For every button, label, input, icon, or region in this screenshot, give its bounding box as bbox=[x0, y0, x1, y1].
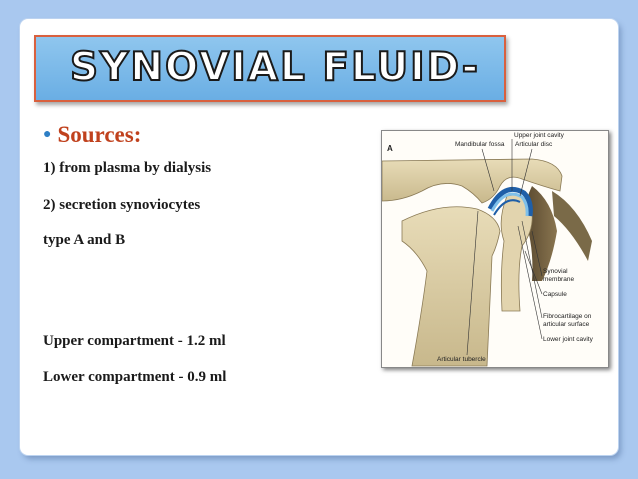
label-mandibular-fossa: Mandibular fossa bbox=[455, 141, 505, 148]
label-membrane: membrane bbox=[543, 276, 575, 283]
label-articular-disc: Articular disc bbox=[515, 141, 553, 148]
label-articular-surface: articular surface bbox=[543, 321, 590, 328]
label-synovial: Synovial bbox=[543, 268, 568, 275]
source-line-2: 2) secretion synoviocytes bbox=[43, 197, 201, 213]
label-lower-joint-cavity: Lower joint cavity bbox=[543, 336, 593, 343]
upper-compartment-volume: Upper compartment - 1.2 ml bbox=[43, 333, 226, 349]
panel-letter: A bbox=[387, 144, 393, 153]
label-fibrocartilage: Fibrocartilage on bbox=[543, 313, 592, 320]
sources-heading: Sources: bbox=[57, 122, 142, 147]
source-line-3: type A and B bbox=[43, 232, 126, 248]
tmj-illustration bbox=[382, 131, 608, 367]
label-capsule: Capsule bbox=[543, 291, 567, 298]
lower-compartment-volume: Lower compartment - 0.9 ml bbox=[43, 369, 227, 385]
slide-title: SYNOVIAL FLUID- bbox=[70, 45, 480, 90]
label-upper-joint-cavity: Upper joint cavity bbox=[514, 132, 564, 139]
bullet-heading-row bbox=[43, 118, 141, 152]
source-line-1: 1) from plasma by dialysis bbox=[43, 160, 212, 176]
bullet-icon: ● bbox=[43, 127, 52, 142]
label-articular-tubercle: Articular tubercle bbox=[437, 356, 486, 363]
tmj-anatomy-figure bbox=[381, 130, 609, 368]
